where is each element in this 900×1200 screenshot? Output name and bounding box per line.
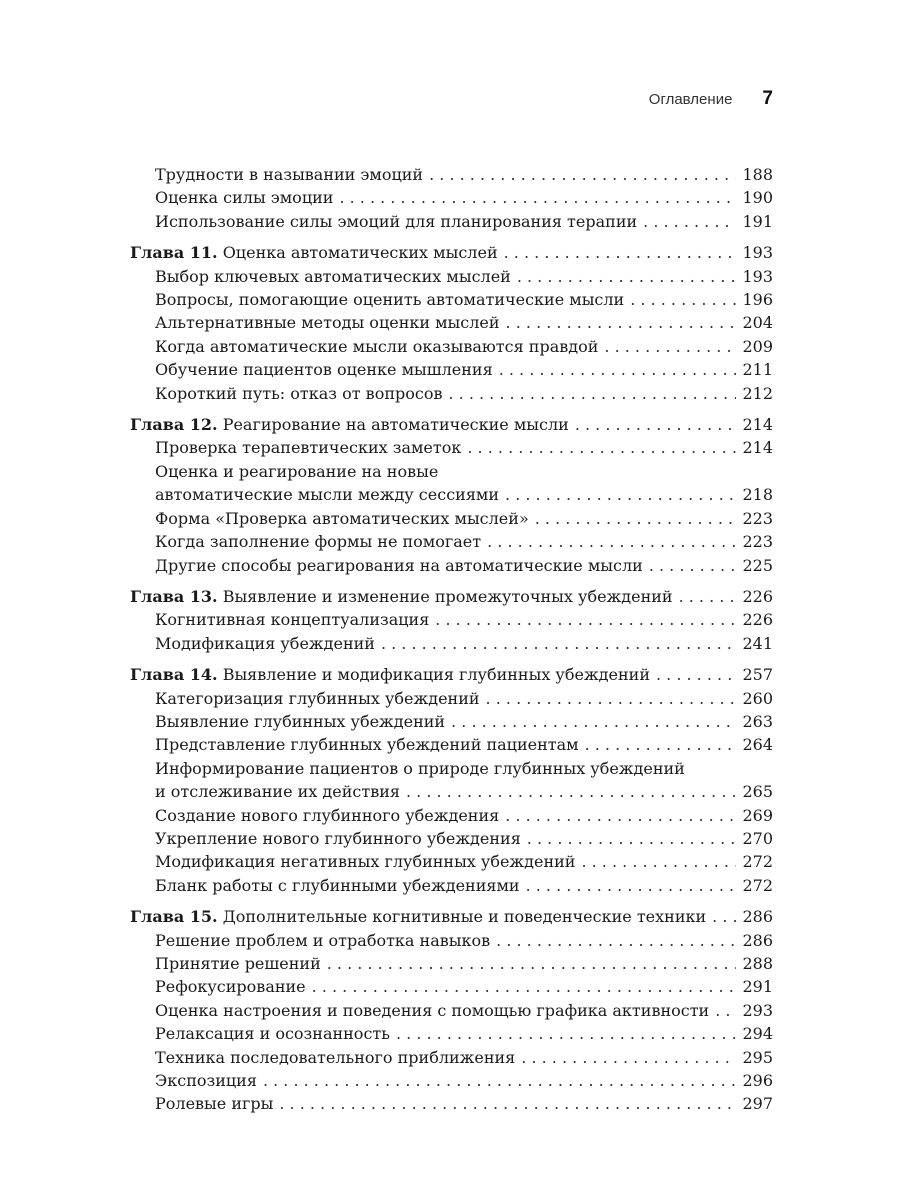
section-title: Вопросы, помогающие оценить автоматические мысли <box>155 290 625 310</box>
leader-dots <box>715 999 736 1022</box>
section-title: Бланк работы с глубинными убеждениями <box>155 875 520 895</box>
chapter-title-text <box>130 585 673 608</box>
section-title: Рефокусирование <box>155 977 306 997</box>
section-page-number: 190 <box>742 188 773 208</box>
section-page-number: 288 <box>742 954 773 973</box>
chapter-page-number: 257 <box>742 665 773 685</box>
leader-dots <box>527 827 737 850</box>
leader-dots <box>435 608 736 631</box>
chapter-title: Дополнительные когнитивные и поведенческие техники <box>222 907 707 927</box>
section-title: и отслеживание их действия <box>155 782 400 802</box>
section-page-number: 212 <box>742 383 773 403</box>
toc-chapter-group <box>130 241 773 405</box>
section-page-number: 209 <box>742 336 773 356</box>
leader-dots <box>496 929 736 952</box>
toc-section-entry[interactable] <box>130 358 773 381</box>
section-page-number: 291 <box>742 977 773 997</box>
section-page-number: 211 <box>742 360 773 380</box>
section-title: Ролевые игры <box>155 1094 274 1114</box>
section-page-number: 226 <box>742 610 773 630</box>
toc-section-entry[interactable] <box>130 265 773 288</box>
toc-section-entry[interactable] <box>130 827 773 850</box>
chapter-label: Глава 12. <box>130 415 218 435</box>
toc-section-entry[interactable] <box>130 687 773 710</box>
toc-section-entry[interactable] <box>130 335 773 358</box>
chapter-label: Глава 14. <box>130 665 218 685</box>
chapter-label: Глава 15. <box>130 907 218 927</box>
chapter-page-number: 214 <box>742 415 773 435</box>
section-title: Использование силы эмоций для планирования терапии <box>155 211 638 231</box>
section-title: Техника последовательного приближения <box>155 1047 516 1067</box>
leader-dots <box>327 952 737 975</box>
leader-dots <box>499 358 737 381</box>
toc-chapter-entry[interactable] <box>130 663 773 686</box>
page-number: 7 <box>762 88 773 109</box>
toc-chapter-group <box>130 663 773 897</box>
section-page-number: 272 <box>742 875 773 895</box>
section-title: Другие способы реагирования на автоматические мысли <box>155 555 643 575</box>
toc-section-entry[interactable] <box>130 186 773 209</box>
chapter-label: Глава 13. <box>130 586 218 606</box>
toc-chapter-entry[interactable] <box>130 585 773 608</box>
leader-dots <box>604 335 736 358</box>
section-title: Трудности в назывании эмоций <box>155 165 424 184</box>
leader-dots <box>487 530 736 553</box>
toc-section-entry[interactable] <box>130 608 773 631</box>
toc-chapter-group <box>130 585 773 655</box>
section-title: Оценка силы эмоции <box>155 188 334 208</box>
chapter-page-number: 226 <box>742 586 773 606</box>
toc-section-entry[interactable] <box>130 710 773 733</box>
section-title: автоматические мысли между сессиями <box>155 485 500 505</box>
toc-entry-first-line: Оценка и реагирование на новые <box>155 461 439 481</box>
toc-section-entry[interactable] <box>130 311 773 334</box>
leader-dots <box>279 1092 736 1115</box>
section-page-number: 269 <box>742 805 773 825</box>
leader-dots <box>467 436 736 459</box>
leader-dots <box>339 186 736 209</box>
toc-section-entry[interactable] <box>130 382 773 405</box>
leader-dots <box>381 632 737 655</box>
section-page-number: 296 <box>742 1071 773 1091</box>
leader-dots <box>649 554 737 577</box>
leader-dots <box>526 874 737 897</box>
leader-dots <box>517 265 737 288</box>
toc-section-entry[interactable] <box>130 530 773 553</box>
leader-dots <box>486 687 737 710</box>
chapter-page-number: 286 <box>742 907 773 927</box>
leader-dots <box>656 663 736 686</box>
section-title: Проверка терапевтических заметок <box>155 438 462 458</box>
leader-dots <box>679 585 737 608</box>
running-title: Оглавление <box>648 91 733 108</box>
running-head <box>0 88 773 112</box>
leader-dots <box>585 733 737 756</box>
section-title: Модификация негативных глубинных убеждений <box>155 852 576 872</box>
chapter-title: Выявление и модификация глубинных убеждений <box>222 665 650 685</box>
section-page-number: 241 <box>742 633 773 653</box>
section-page-number: 214 <box>742 438 773 458</box>
chapter-title-text <box>130 663 650 686</box>
chapter-title: Оценка автоматических мыслей <box>222 243 498 263</box>
section-title: Принятие решений <box>155 954 321 973</box>
leader-dots <box>575 413 737 436</box>
toc-section-entry[interactable] <box>130 975 773 998</box>
chapter-title: Реагирование на автоматические мысли <box>222 415 569 435</box>
toc-chapter-group <box>130 413 773 577</box>
leader-dots <box>396 1022 736 1045</box>
toc-section-entry[interactable] <box>130 554 773 577</box>
toc-section-entry[interactable] <box>130 850 773 873</box>
chapter-title-text <box>130 905 706 928</box>
section-page-number: 223 <box>742 532 773 552</box>
section-title: Оценка настроения и поведения с помощью графика активности <box>155 1000 710 1020</box>
chapter-title-text <box>130 413 569 436</box>
section-page-number: 272 <box>742 852 773 872</box>
leader-dots <box>506 311 737 334</box>
leader-dots <box>406 780 736 803</box>
toc-chapter-entry[interactable] <box>130 241 773 264</box>
section-page-number: 188 <box>742 165 773 184</box>
toc-entry-first-line: Информирование пациентов о природе глубинных убеждений <box>155 758 685 778</box>
toc-section-entry[interactable] <box>130 436 773 459</box>
toc-section-entry[interactable] <box>130 780 773 803</box>
toc-section-entry[interactable] <box>130 507 773 530</box>
toc-chapter-entry[interactable] <box>130 413 773 436</box>
toc-section-entry[interactable] <box>130 999 773 1022</box>
section-title: Когнитивная концептуализация <box>155 610 430 630</box>
section-page-number: 218 <box>742 485 773 505</box>
toc-section-entry[interactable] <box>130 804 773 827</box>
section-title: Категоризация глубинных убеждений <box>155 688 480 708</box>
toc-chapter-group <box>130 905 773 1116</box>
chapter-page-number: 193 <box>742 243 773 263</box>
leader-dots <box>712 905 736 928</box>
section-page-number: 286 <box>742 930 773 950</box>
toc-section-entry[interactable] <box>130 1069 773 1092</box>
toc-section-entry[interactable] <box>130 288 773 311</box>
section-page-number: 260 <box>742 688 773 708</box>
section-page-number: 225 <box>742 555 773 575</box>
section-title: Обучение пациентов оценке мышления <box>155 360 493 380</box>
leader-dots <box>451 710 736 733</box>
section-title: Когда автоматические мысли оказываются правдой <box>155 336 599 356</box>
section-page-number: 265 <box>742 782 773 802</box>
section-page-number: 193 <box>742 266 773 286</box>
leader-dots <box>429 163 736 186</box>
section-title: Альтернативные методы оценки мыслей <box>155 313 500 333</box>
section-title: Выявление глубинных убеждений <box>155 711 446 731</box>
leader-dots <box>581 850 736 873</box>
leader-dots <box>505 483 736 506</box>
section-page-number: 191 <box>742 211 773 231</box>
toc-section-entry[interactable] <box>130 1022 773 1045</box>
section-page-number: 223 <box>742 508 773 528</box>
section-page-number: 270 <box>742 828 773 848</box>
section-title: Выбор ключевых автоматических мыслей <box>155 266 511 286</box>
section-page-number: 294 <box>742 1024 773 1044</box>
toc-section-entry[interactable] <box>130 929 773 952</box>
leader-dots <box>630 288 736 311</box>
section-title: Когда заполнение формы не помогает <box>155 532 482 552</box>
toc-section-entry[interactable] <box>130 952 773 975</box>
leader-dots <box>448 382 736 405</box>
toc-section-entry[interactable] <box>130 874 773 897</box>
toc-chapter-group <box>130 163 773 233</box>
chapter-label: Глава 11. <box>130 243 218 263</box>
section-title: Создание нового глубинного убеждения <box>155 805 500 825</box>
section-title: Релаксация и осознанность <box>155 1024 390 1044</box>
toc-section-entry[interactable] <box>130 210 773 233</box>
section-title: Решение проблем и отработка навыков <box>155 930 491 950</box>
section-title: Короткий путь: отказ от вопросов <box>155 383 443 403</box>
chapter-title: Выявление и изменение промежуточных убеждений <box>222 586 673 606</box>
section-title: Форма «Проверка автоматических мыслей» <box>155 508 529 528</box>
toc-section-entry[interactable] <box>130 733 773 756</box>
section-title: Представление глубинных убеждений пациентам <box>155 735 579 755</box>
leader-dots <box>521 1046 736 1069</box>
section-page-number: 263 <box>742 711 773 731</box>
section-title: Модификация убеждений <box>155 633 375 653</box>
chapter-title-text <box>130 241 498 264</box>
leader-dots <box>505 804 736 827</box>
table-of-contents <box>130 163 773 1116</box>
toc-section-entry[interactable] <box>130 632 773 655</box>
section-page-number: 264 <box>742 735 773 755</box>
section-page-number: 297 <box>742 1094 773 1114</box>
section-page-number: 293 <box>742 1000 773 1020</box>
toc-chapter-entry[interactable] <box>130 905 773 928</box>
toc-section-entry[interactable] <box>130 1092 773 1115</box>
section-page-number: 295 <box>742 1047 773 1067</box>
leader-dots <box>312 975 737 998</box>
leader-dots <box>504 241 737 264</box>
section-page-number: 204 <box>742 313 773 333</box>
section-page-number: 196 <box>742 290 773 310</box>
section-title: Экспозиция <box>155 1071 257 1091</box>
leader-dots <box>535 507 737 530</box>
toc-section-entry[interactable] <box>130 1046 773 1069</box>
section-title: Укрепление нового глубинного убеждения <box>155 828 521 848</box>
toc-section-entry[interactable] <box>130 163 773 186</box>
leader-dots <box>643 210 736 233</box>
toc-section-entry[interactable] <box>130 483 773 506</box>
leader-dots <box>263 1069 737 1092</box>
